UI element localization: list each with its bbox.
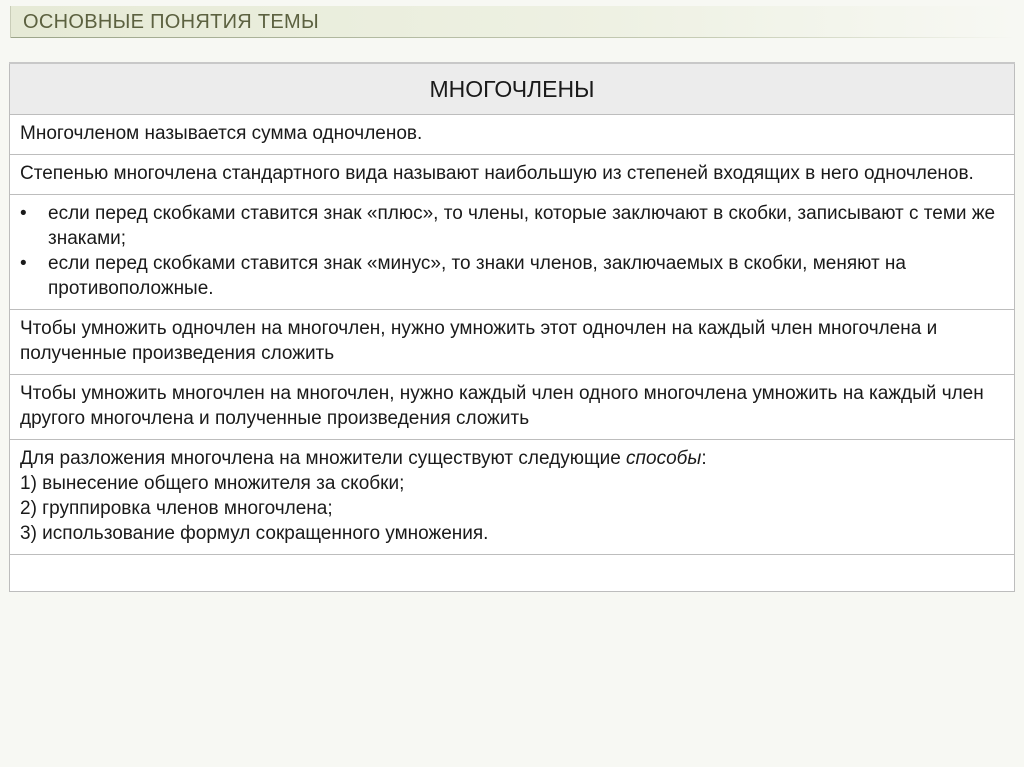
bullet-list — [20, 201, 1004, 301]
table-row — [10, 310, 1015, 375]
degree-cell: Степенью многочлена стандартного вида называют наибольшую из степеней входящих в него одночленов. — [10, 155, 1015, 195]
table-row — [10, 155, 1015, 195]
monomial-multiplication-cell: Чтобы умножить одночлен на многочлен, нужно умножить этот одночлен на каждый член многочлена и полученные произведения сложить — [10, 310, 1015, 375]
method-item: 3) использование формул сокращенного умножения. — [20, 523, 489, 544]
intro-colon: : — [701, 448, 707, 469]
brackets-rules-cell — [10, 195, 1015, 310]
list-item — [20, 251, 1004, 301]
table-row — [10, 440, 1015, 555]
table-row — [10, 555, 1015, 592]
list-item — [20, 201, 1004, 251]
bullet-icon: • — [20, 203, 27, 224]
factorization-intro — [20, 446, 1004, 471]
method-item: 1) вынесение общего множителя за скобки; — [20, 473, 405, 494]
page-title: ОСНОВНЫЕ ПОНЯТИЯ ТЕМЫ — [23, 11, 320, 33]
concepts-table — [9, 62, 1015, 592]
list-item-text: если перед скобками ставится знак «минус», то знаки членов, заключаемых в скобки, меняют на противоположные. — [48, 253, 906, 299]
title-bar — [10, 6, 1015, 38]
definition-cell: Многочленом называется сумма одночленов. — [10, 115, 1015, 155]
polynomial-multiplication-cell: Чтобы умножить многочлен на многочлен, нужно каждый член одного многочлена умножить на каждый член другого многочлена и полученные произведения сложить — [10, 375, 1015, 440]
factorization-cell — [10, 440, 1015, 555]
table-row — [10, 375, 1015, 440]
method-item: 2) группировка членов многочлена; — [20, 498, 333, 519]
bullet-icon: • — [20, 253, 27, 274]
table-heading: МНОГОЧЛЕНЫ — [10, 63, 1015, 115]
table-row — [10, 195, 1015, 310]
table-header-row — [10, 63, 1015, 115]
intro-text: Для разложения многочлена на множители существуют следующие — [20, 448, 627, 469]
table-row — [10, 115, 1015, 155]
intro-emphasis: способы — [626, 448, 702, 469]
empty-cell — [10, 555, 1015, 592]
list-item-text: если перед скобками ставится знак «плюс», то члены, которые заключают в скобки, записывают с теми же знаками; — [48, 203, 996, 249]
